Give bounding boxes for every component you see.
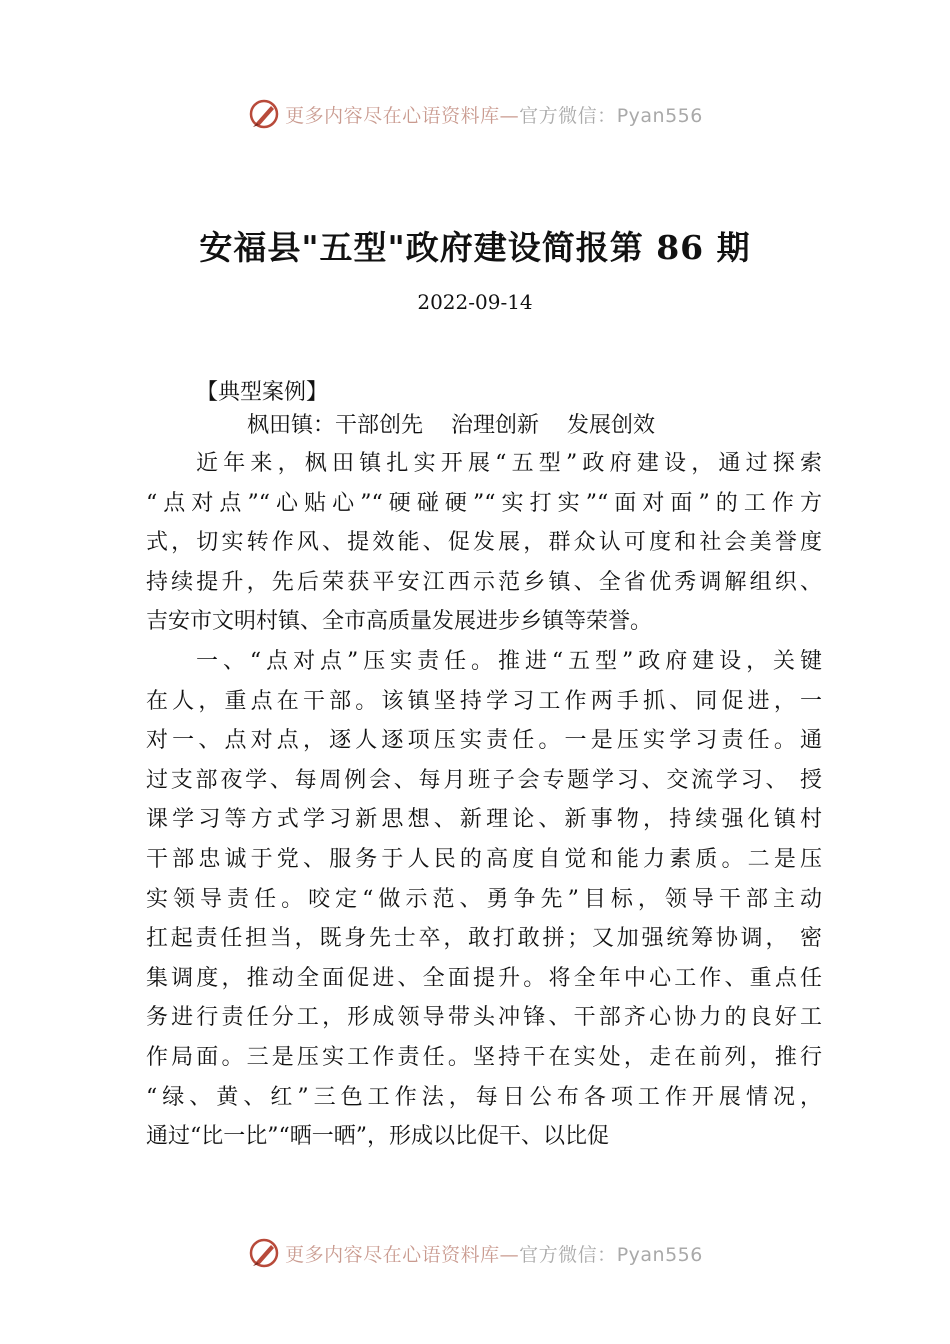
document-body [146, 444, 822, 1157]
body-line: 近年来，枫田镇扎实开展“五型”政府建设，通过探索 [196, 451, 822, 476]
body-line: 集调度，推动全面促进、全面提升。将全年中心工作、重点任 [146, 965, 822, 991]
watermark-text: 更多内容尽在心语资料库—官方微信：Pyan556 [285, 104, 703, 127]
body-line: 作局面。三是压实工作责任。坚持干在实处，走在前列，推行 [146, 1044, 822, 1070]
body-line: 式，切实转作风、提效能、促发展，群众认可度和社会美誉度 [146, 530, 822, 556]
watermark-text: 更多内容尽在心语资料库—官方微信：Pyan556 [285, 1243, 703, 1266]
case-subheading: 枫田镇：干部创先 治理创新 发展创效 [247, 413, 655, 438]
pen-logo-icon [247, 1236, 281, 1270]
body-line: 在人，重点在干部。该镇坚持学习工作两手抓、同促进，一 [146, 688, 822, 714]
body-line: 实领导责任。咬定“做示范、勇争先”目标，领导干部主动 [146, 886, 822, 912]
section-label: 【典型案例】 [196, 380, 329, 405]
body-line: 吉安市文明村镇、全市高质量发展进步乡镇等荣誉。 [146, 609, 653, 635]
body-line: 对一、点对点，逐人逐项压实责任。一是压实学习责任。通 [146, 728, 822, 754]
document-date: 2022-09-14 [417, 290, 533, 314]
body-line: 一、“点对点”压实责任。推进“五型”政府建设，关键 [196, 648, 822, 674]
pen-logo-icon [247, 97, 281, 131]
watermark-banner-bottom [0, 1233, 950, 1273]
body-line: “点对点”“心贴心”“硬碰硬”“实打实”“面对面”的工作方 [146, 490, 822, 516]
body-line: 过支部夜学、每周例会、每月班子会专题学习、交流学习、 授 [146, 767, 822, 793]
body-line: 扛起责任担当，既身先士卒，敢打敢拼；又加强统筹协调， 密 [146, 926, 822, 952]
body-line: 持续提升，先后荣获平安江西示范乡镇、全省优秀调解组织、 [146, 569, 822, 595]
document-title: 安福县"五型"政府建设简报第 86 期 [199, 228, 751, 267]
body-line: 课学习等方式学习新思想、新理论、新事物，持续强化镇村 [146, 807, 822, 833]
body-line: “绿、黄、红”三色工作法，每日公布各项工作开展情况， [146, 1084, 822, 1110]
body-line: 干部忠诚于党、服务于人民的高度自觉和能力素质。二是压 [146, 846, 822, 872]
watermark-banner-top [0, 94, 950, 134]
body-line: 务进行责任分工，形成领导带头冲锋、干部齐心协力的良好工 [146, 1005, 822, 1031]
body-line: 通过“比一比”“晒一晒”，形成以比促干、以比促 [146, 1124, 609, 1150]
